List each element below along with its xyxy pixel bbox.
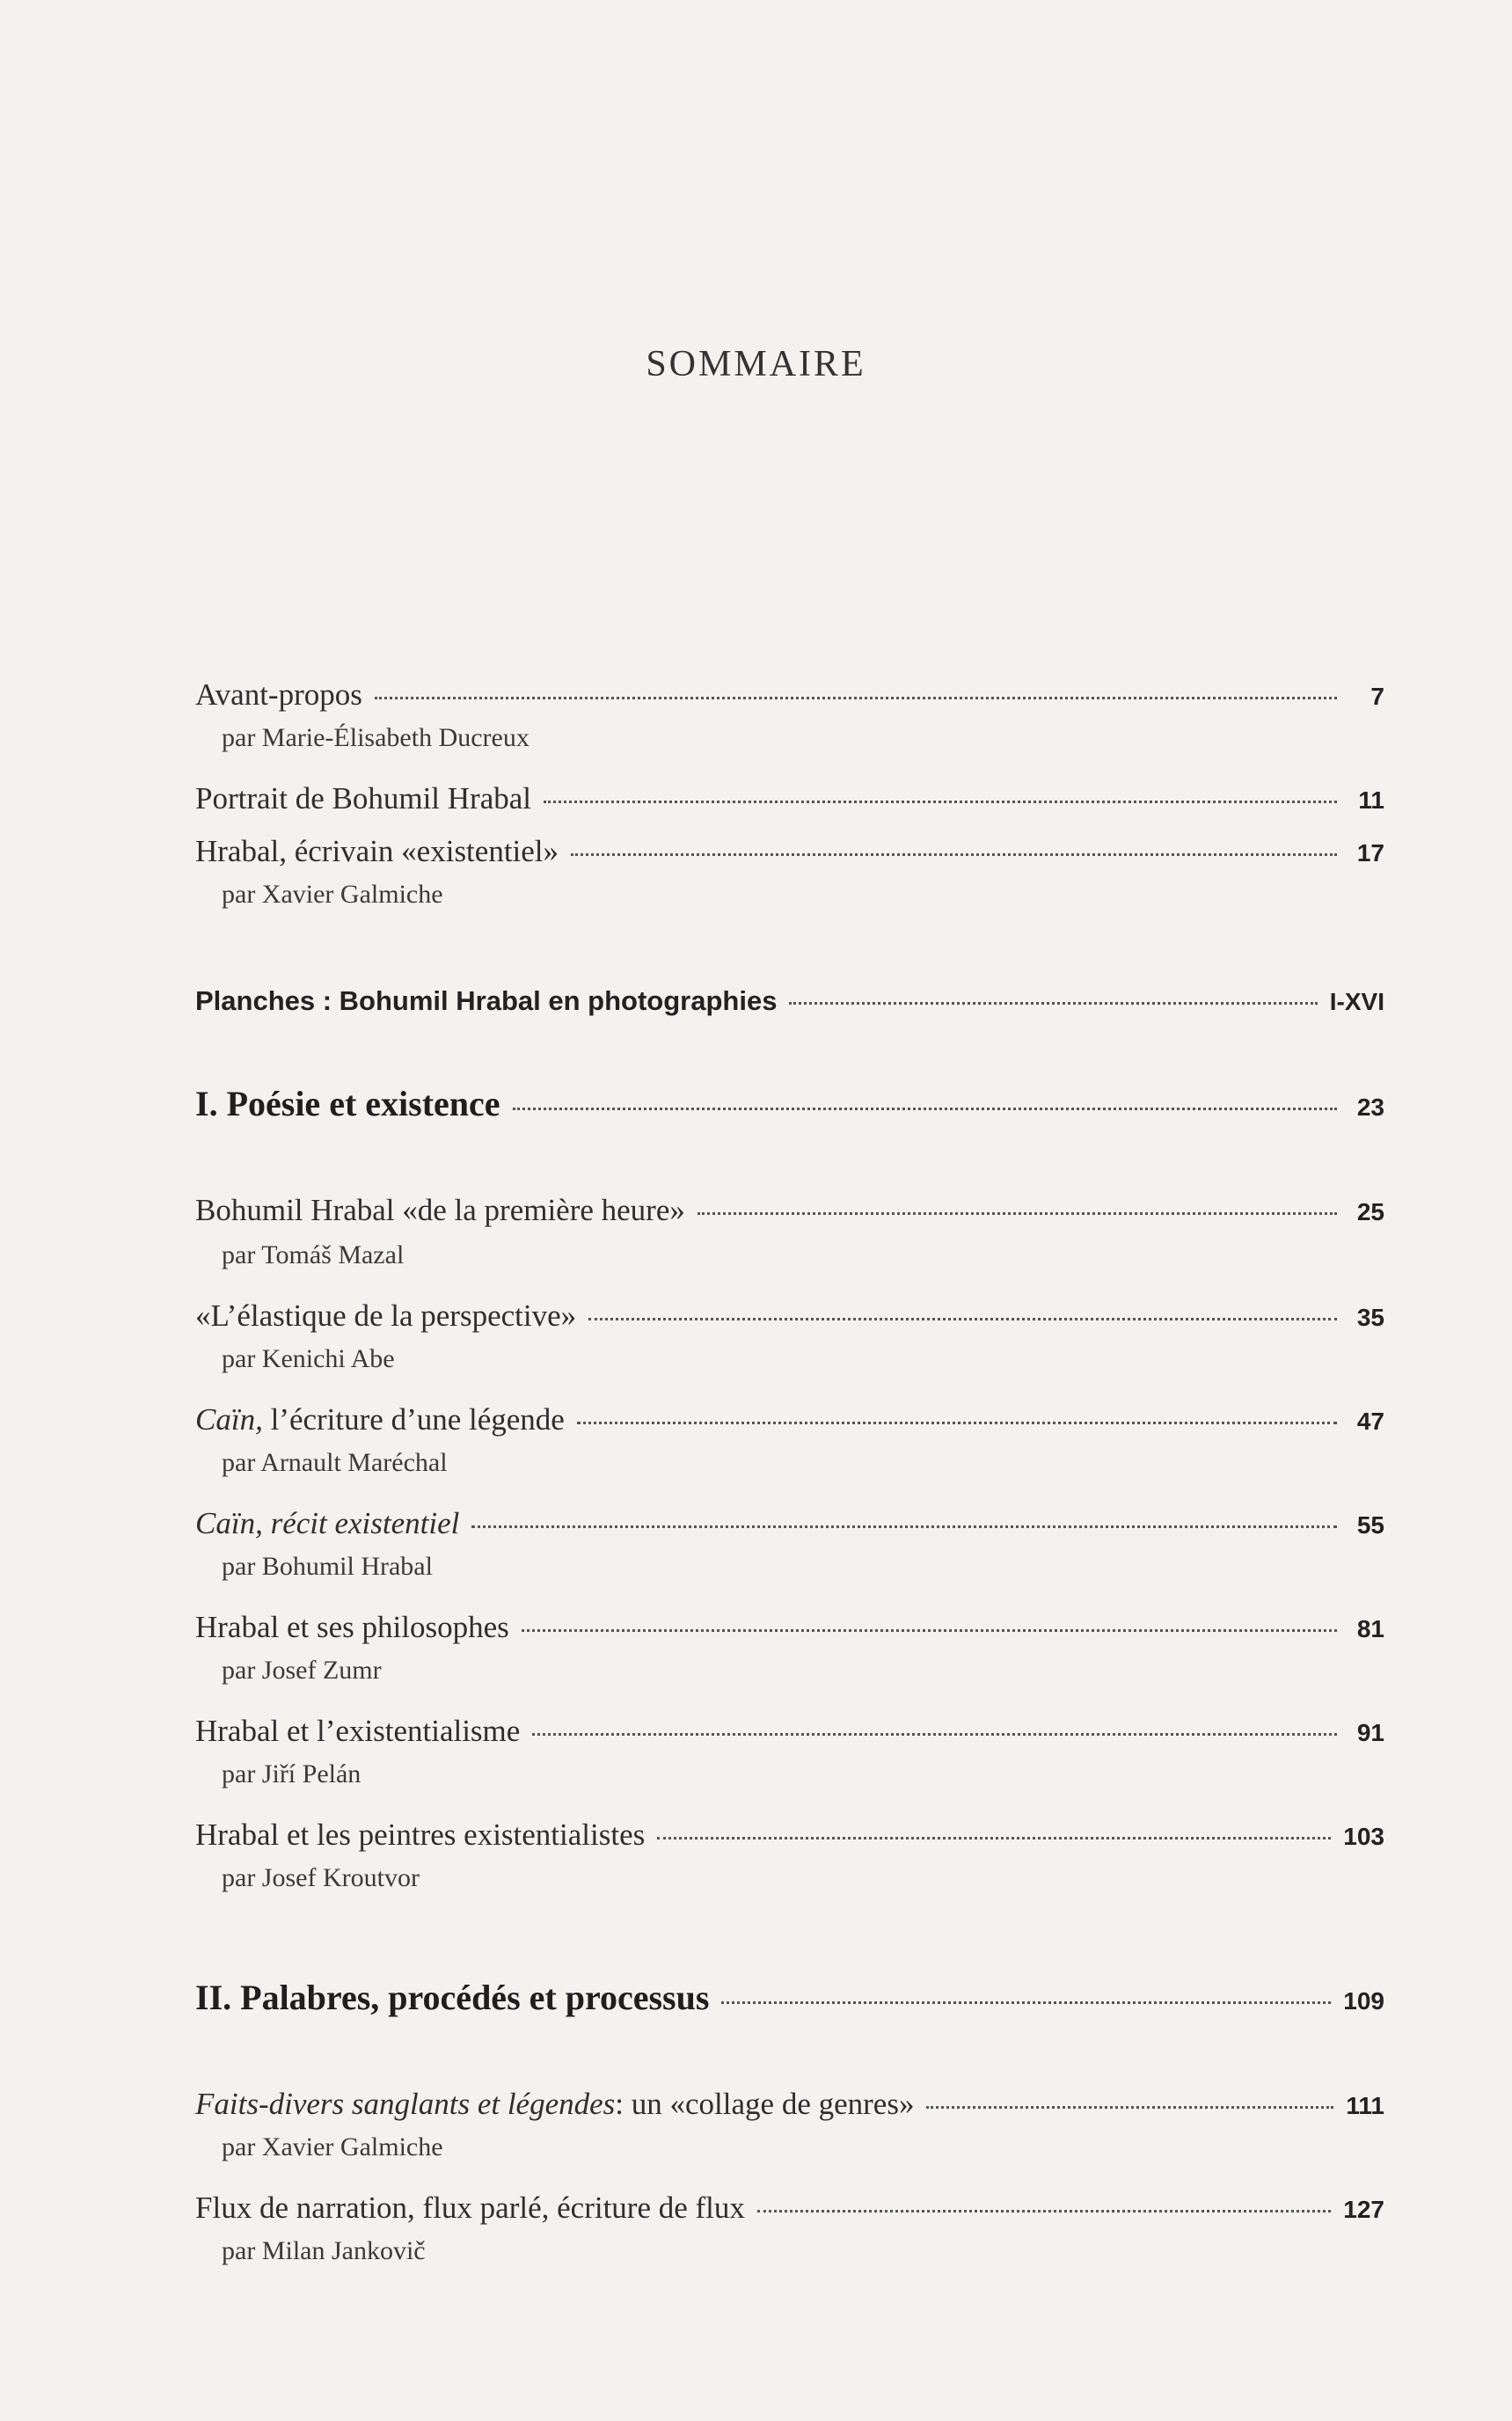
entry-author: par Josef Zumr xyxy=(222,1656,382,1685)
entry-title-italic: Faits-divers sanglants et légendes xyxy=(195,2087,616,2121)
dot-leader xyxy=(721,2001,1331,2004)
toc-entry xyxy=(195,1385,1384,1437)
entry-author: par Kenichi Abe xyxy=(222,1344,395,1373)
dot-leader xyxy=(789,1002,1317,1005)
page-number: 127 xyxy=(1343,2196,1384,2223)
toc-section xyxy=(195,1072,1384,1124)
entry-author: par Jiří Pelán xyxy=(222,1759,362,1788)
entry-title: Portrait de Bohumil Hrabal xyxy=(195,781,532,816)
entry-title: Caïn, récit existentiel xyxy=(195,1506,460,1540)
dot-leader xyxy=(926,2106,1333,2109)
toc-section xyxy=(195,1965,1384,2018)
page-number: 35 xyxy=(1356,1304,1384,1331)
entry-title xyxy=(195,2087,914,2122)
page-number: 47 xyxy=(1356,1408,1384,1435)
dot-leader xyxy=(571,853,1337,856)
entry-title: Planches : Bohumil Hrabal en photographies xyxy=(195,985,778,1016)
dot-leader xyxy=(544,801,1337,803)
entry-title-rest: l’écriture d’une légende xyxy=(262,1402,565,1437)
section-title: I. Poésie et existence xyxy=(195,1084,500,1123)
entry-author: par Xavier Galmiche xyxy=(222,880,443,909)
entry-title: Bohumil Hrabal «de la première heure» xyxy=(195,1193,685,1227)
page-number: 7 xyxy=(1370,683,1384,710)
page-number: 17 xyxy=(1356,839,1384,867)
toc-entry xyxy=(195,2069,1384,2122)
entry-title: Hrabal, écrivain «existentiel» xyxy=(195,834,559,868)
dot-leader xyxy=(588,1318,1337,1320)
toc-entry xyxy=(195,660,1384,713)
entry-author: par Arnault Maréchal xyxy=(222,1448,448,1477)
section-title: II. Palabres, procédés et processus xyxy=(195,1978,710,2017)
toc-entry xyxy=(195,1488,1384,1541)
entry-author: par Bohumil Hrabal xyxy=(222,1552,433,1581)
entry-title: Avant-propos xyxy=(195,677,362,712)
entry-author: par Josef Kroutvor xyxy=(222,1863,420,1892)
entry-title xyxy=(195,1402,565,1437)
entry-title: Hrabal et ses philosophes xyxy=(195,1610,509,1644)
dot-leader xyxy=(522,1629,1337,1632)
page-number: 91 xyxy=(1356,1719,1384,1746)
entry-author: par Milan Jankovič xyxy=(222,2236,426,2265)
dot-leader xyxy=(657,1837,1331,1840)
toc-entry xyxy=(195,1696,1384,1749)
page-number: 11 xyxy=(1358,786,1384,814)
entry-author: par Xavier Galmiche xyxy=(222,2132,443,2161)
entry-title-rest: : un «collage de genres» xyxy=(615,2087,915,2121)
toc-entry xyxy=(195,1800,1384,1853)
toc-entry xyxy=(195,764,1384,816)
page-number: 55 xyxy=(1356,1511,1384,1539)
dot-leader xyxy=(698,1212,1337,1215)
entry-author: par Marie-Élisabeth Ducreux xyxy=(222,723,530,752)
page-number: 109 xyxy=(1343,1987,1384,2015)
dot-leader xyxy=(513,1108,1337,1110)
dot-leader xyxy=(577,1422,1337,1424)
page-number: 103 xyxy=(1343,1823,1384,1850)
page-number: 25 xyxy=(1356,1198,1384,1225)
toc-entry xyxy=(195,1281,1384,1334)
dot-leader xyxy=(757,2210,1331,2213)
dot-leader xyxy=(471,1525,1337,1528)
page-number: I-XVI xyxy=(1329,988,1384,1015)
dot-leader xyxy=(532,1733,1337,1736)
page-number: 111 xyxy=(1346,2092,1384,2119)
entry-title: Flux de narration, flux parlé, écriture de flux xyxy=(195,2191,745,2225)
entry-title-italic: Caïn, xyxy=(195,1402,263,1437)
entry-title: «L’élastique de la perspective» xyxy=(195,1298,577,1333)
toc-entry xyxy=(195,2173,1384,2226)
entry-author: par Tomáš Mazal xyxy=(222,1240,405,1269)
dot-leader xyxy=(375,697,1337,699)
entry-title: Hrabal et les peintres existentialistes xyxy=(195,1818,646,1852)
page-number: 81 xyxy=(1356,1615,1384,1642)
toc-entry xyxy=(195,816,1384,869)
toc-entry xyxy=(195,1592,1384,1645)
entry-title: Hrabal et l’existentialisme xyxy=(195,1714,521,1748)
page-number: 23 xyxy=(1356,1093,1384,1121)
toc-entry xyxy=(195,1175,1384,1228)
toc-entry xyxy=(195,964,1384,1017)
page-title: SOMMAIRE xyxy=(646,344,866,384)
